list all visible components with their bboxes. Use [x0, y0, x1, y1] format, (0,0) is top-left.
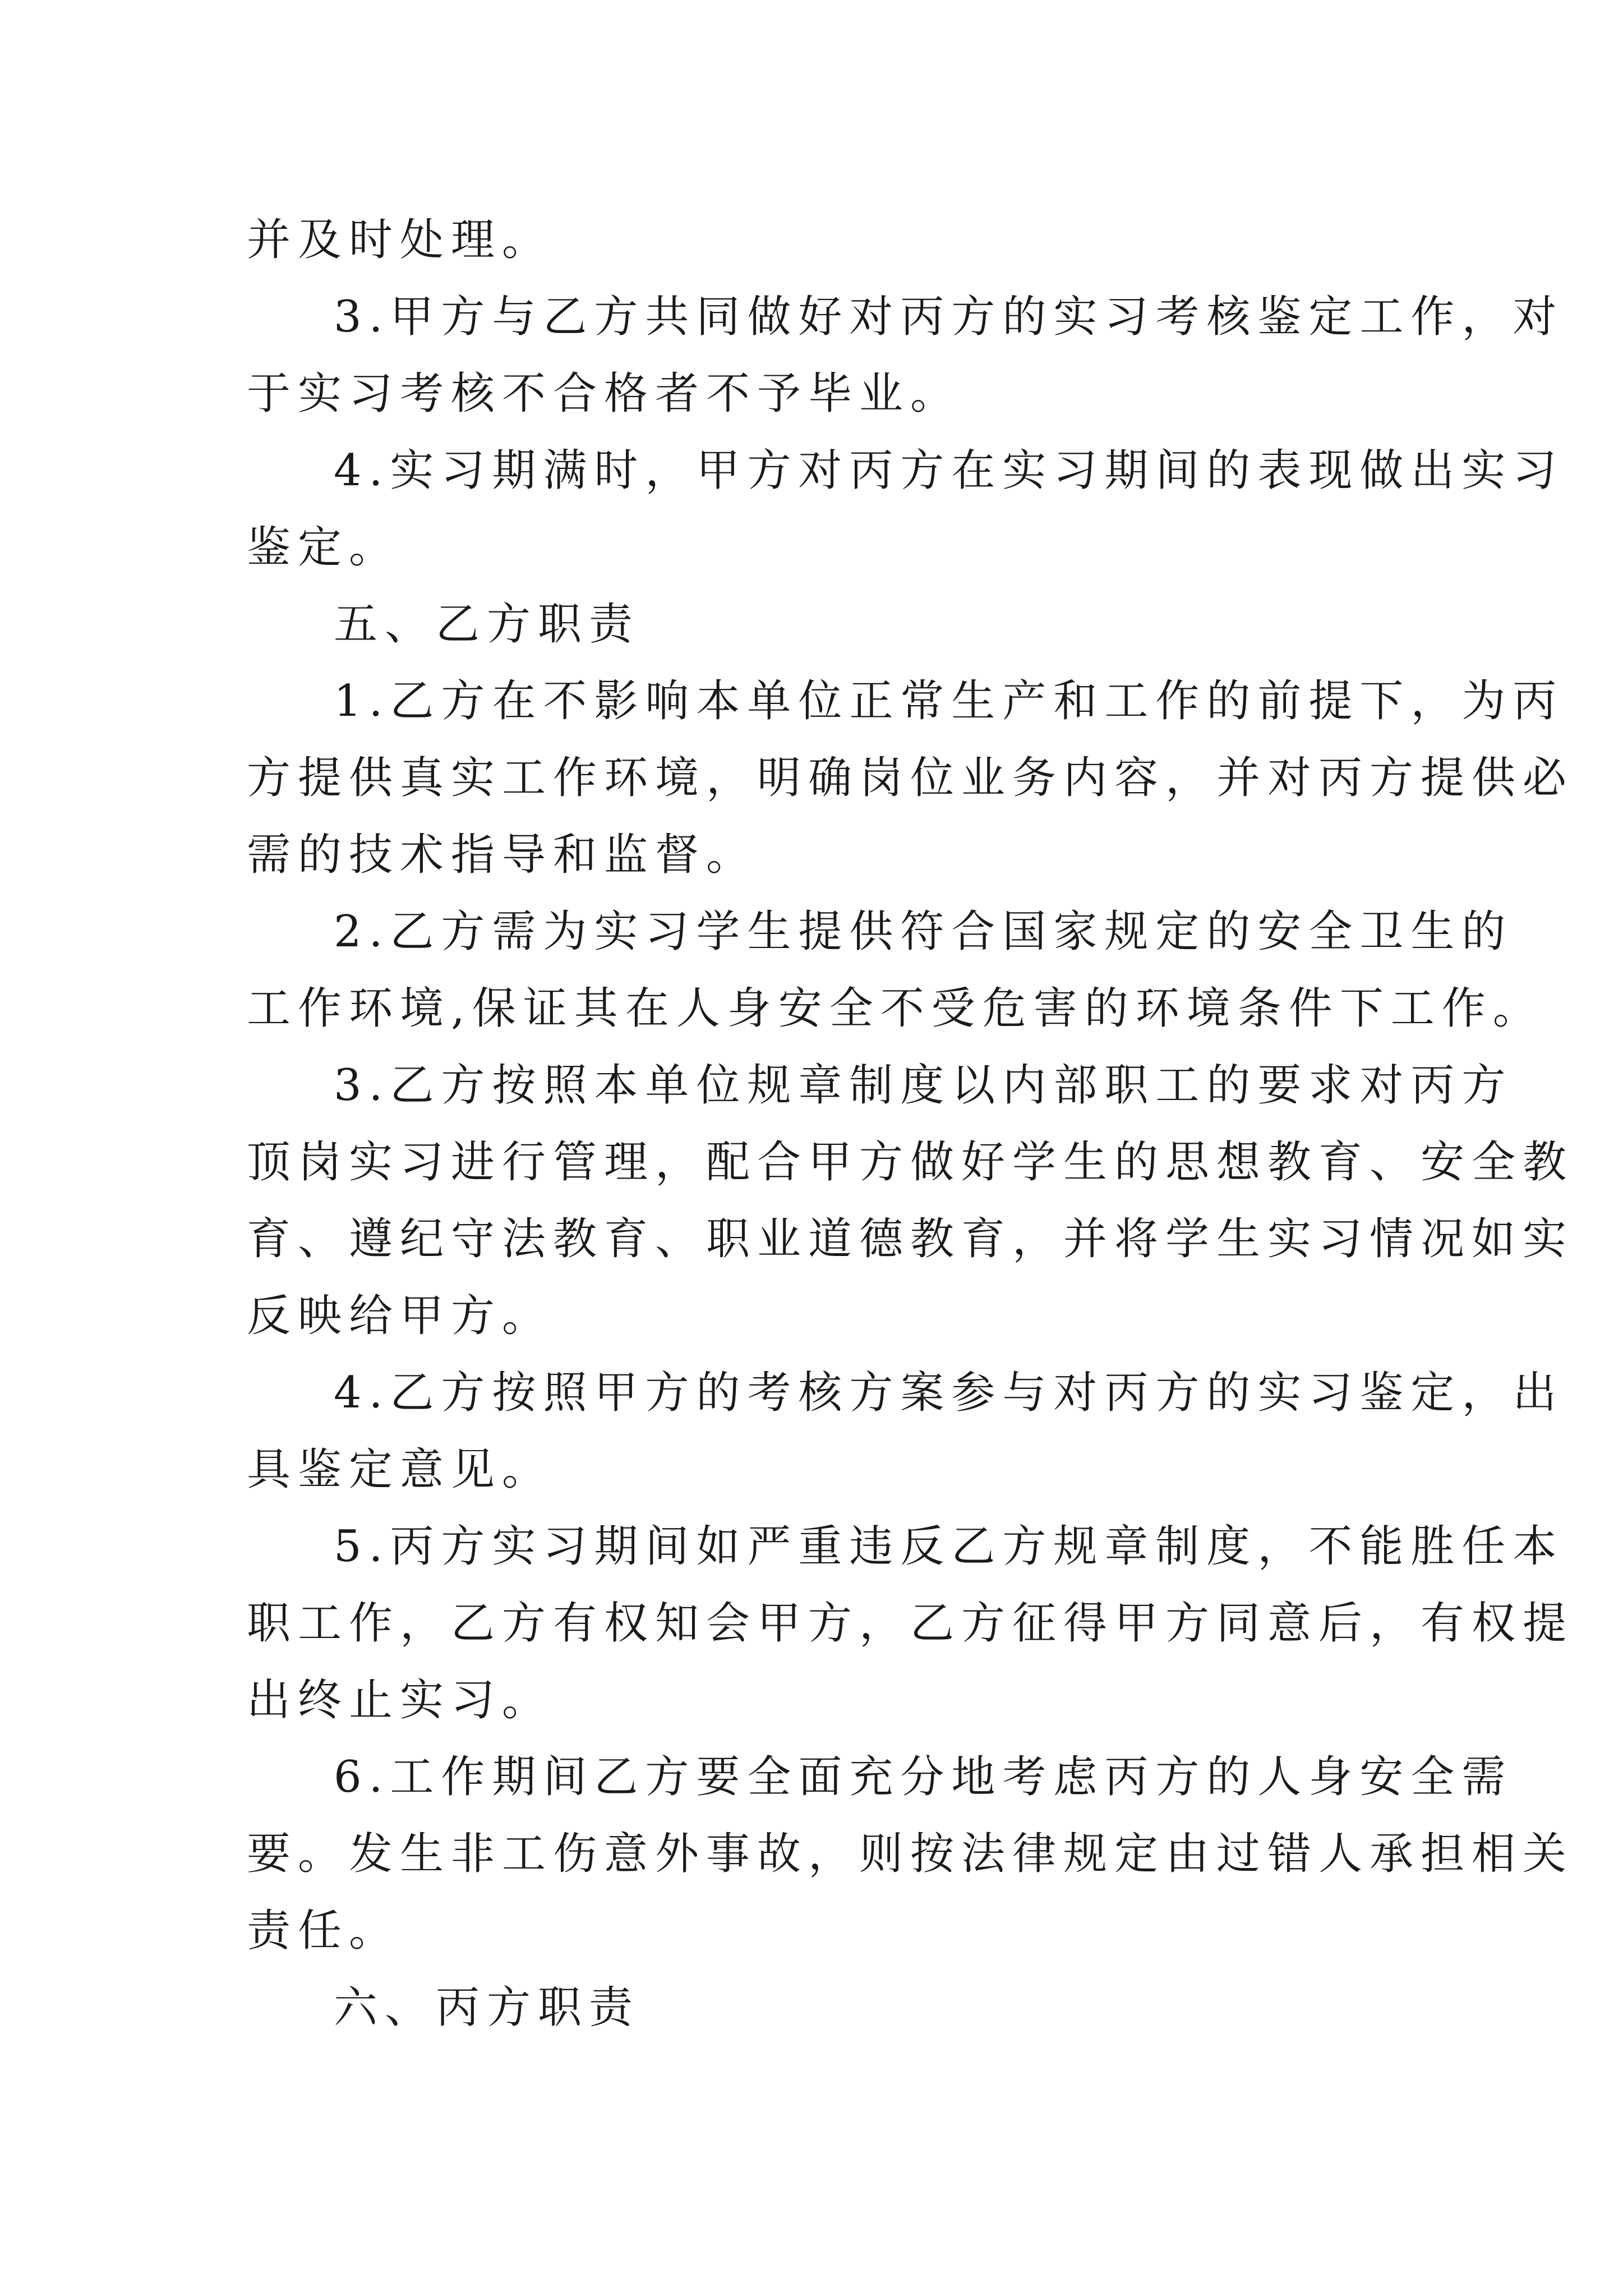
text-line: 五、乙方职责	[334, 599, 640, 650]
text-line: 6.工作期间乙方要全面充分地考虑丙方的人身安全需	[334, 1752, 1513, 1802]
text-line: 职工作，乙方有权知会甲方，乙方征得甲方同意后，有权提	[247, 1598, 1574, 1649]
text-line: 4.乙方按照甲方的考核方案参与对丙方的实习鉴定，出	[334, 1368, 1564, 1418]
text-line: 于实习考核不合格者不予毕业。	[247, 369, 962, 419]
text-line: 鉴定。	[247, 522, 400, 573]
text-line: 出终止实习。	[247, 1675, 554, 1726]
text-line: 顶岗实习进行管理，配合甲方做好学生的思想教育、安全教	[247, 1137, 1574, 1188]
text-line: 4.实习期满时，甲方对丙方在实习期间的表现做出实习	[334, 445, 1564, 496]
text-line: 育、遵纪守法教育、职业道德教育，并将学生实习情况如实	[247, 1214, 1574, 1264]
text-line: 工作环境,保证其在人身安全不受危害的环境条件下工作。	[247, 983, 1544, 1034]
text-line: 1.乙方在不影响本单位正常生产和工作的前提下，为丙	[334, 676, 1564, 726]
text-line: 具鉴定意见。	[247, 1444, 554, 1495]
text-line: 反映给甲方。	[247, 1291, 554, 1341]
text-line: 要。发生非工伤意外事故，则按法律规定由过错人承担相关	[247, 1829, 1574, 1879]
text-line: 2.乙方需为实习学生提供符合国家规定的安全卫生的	[334, 907, 1513, 957]
text-line: 5.丙方实习期间如严重违反乙方规章制度，不能胜任本	[334, 1521, 1564, 1572]
text-line: 3.甲方与乙方共同做好对丙方的实习考核鉴定工作，对	[334, 292, 1564, 342]
text-line: 责任。	[247, 1906, 400, 1956]
text-line: 六、丙方职责	[334, 1982, 640, 2033]
text-line: 3.乙方按照本单位规章制度以内部职工的要求对丙方	[334, 1060, 1513, 1111]
document-body	[247, 202, 1574, 2046]
text-line: 方提供真实工作环境，明确岗位业务内容，并对丙方提供必	[247, 753, 1574, 803]
text-line: 需的技术指导和监督。	[247, 830, 758, 880]
text-line: 并及时处理。	[247, 215, 554, 265]
